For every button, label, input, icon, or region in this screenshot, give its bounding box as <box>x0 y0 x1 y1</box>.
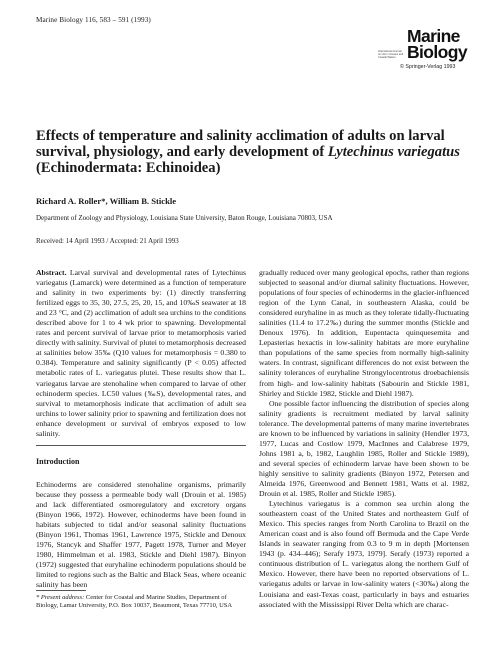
title-part-2: (Echinodermata: Echinoidea) <box>36 160 221 177</box>
copyright-notice: © Springer-Verlag 1993 <box>400 64 456 71</box>
right-paragraph-2: One possible factor influencing the distribution of species along salinity gradients is recruitment mediated by larval salinity tolerance. The developmental patterns of many marine invertebrates are known to be influenced by variations in salinity (Hendler 1973, 1977, Lucas and Costlow 1979, MacInnes and Calabrese 1979, Johns 1981 a, b, 1982, Laughlin 1985, Roller and Stickle 1989), and several species of echinoderm larvae have been shown to be highly sensitive to salinity gradients (Binyon 1972, Petersen and Almeida 1976, Greenwood and Bennett 1981, Watts et al. 1982, Drouin et al. 1985, Roller and Stickle 1985). <box>259 398 469 499</box>
introduction-heading: Introduction <box>36 457 80 466</box>
right-paragraph-3: Lytechinus variegatus is a common sea urchin along the southeastern coast of the United States and northeastern Gulf of Mexico. This species ranges from North Carolina to Brazil on the American coast and is also found off Bermuda and the Cape Verde Islands in seawater ranging from 0.3 to 9 m in depth [Mortensen 1943 (p. 434–446); Serafy 1973, 1979]. Serafy (1973) reported a continuous distribution of L. variegatus along the northern Gulf of Mexico. However, there have been no reported observations of L. variegatus adults or larvae in low-salinity waters (<30‰) along the Louisiana and east-Texas coast, particularly in bays and estuaries associated with the Mississippi River Delta which are charac- <box>259 499 469 609</box>
abstract-paragraph <box>36 268 246 439</box>
introduction-paragraph: Echinoderms are considered stenohaline organisms, primarily because they possess a permeable body wall (Drouin et al. 1985) and lack differentiated osmoregulatory and excretory organs (Binyon 1966, 1972). However, echinoderms have been found in habitats subjected to tidal and/or seasonal salinity fluctuations (Binyon 1961, Thomas 1961, Lawrence 1975, Stickle and Denoux 1976, Stancyk and Shaffer 1977, Pagett 1978, Turner and Meyer 1980, Himmelman et al. 1983, Stickle and Diehl 1987). Binyon (1972) suggested that euryhaline echinoderm populations should be limited to regions such as the Baltic and Black Seas, where oceanic salinity has been <box>36 480 246 590</box>
title-species: Lytechinus variegatus <box>327 144 460 161</box>
footnote <box>36 594 246 611</box>
introduction-block <box>36 480 246 591</box>
article-title <box>36 128 466 177</box>
received-dates: Received: 14 April 1993 / Accepted: 21 April 1993 <box>36 237 179 245</box>
masthead-line-2: Biology <box>407 42 467 63</box>
footnote-label: * Present address: <box>36 594 85 601</box>
title-part-1: Effects of temperature and salinity acclimation of adults on larval survival, physiology, and early development of <box>36 128 445 161</box>
masthead-line-1: Marine <box>407 26 460 46</box>
right-paragraph-1: gradually reduced over many geological epochs, rather than regions subjected to seasonal and/or diurnal salinity fluctuations. However, populations of four species of echinoderms in the glacier-influenced region of the Lynn Canal, in southeastern Alaska, could be considered euryhaline in as much as they tolerate tidally-fluctuating salinities (11.4 to 17.2‰) during the summer months (Stickle and Denoux 1976). In addition, Eupentacta quinquesemita and Lepasterias hexactis in low-salinity habitats are more euryhaline than populations of the same species from normally high-salinity waters. In contrast, significant differences do not exist between the salinity tolerances of euryhaline Strongylocentrotus droebachiensis from high- and low-salinity habitats (Sabourin and Stickle 1981, Shirley and Stickle 1982, Stickle and Diehl 1987). <box>259 268 469 398</box>
abstract-divider <box>36 445 246 446</box>
abstract-text: Larval survival and developmental rates of Lytechinus variegatus (Lamarck) were determined as a function of temperature and salinity in two experiments by: (1) directly transferring fertilized eggs to 35, 30, 27.5, 25, 20, 15, and 10‰S seawater at 18 and 23 °C, and (2) acclimation of adult sea urchins to the conditions described above for 1 to 4 wk prior to spawning. Developmental rates and percent survival of larvae prior to metamorphosis varied directly with salinity. Survival of plutei to metamorphosis decreased at salinities below 35‰ (Q10 values for metamorphosis = 0.380 to 0.384). Temperature and salinity significantly (P < 0.05) affected metabolic rates of L. variegatus plutei. These results show that L. variegatus larvae are stenohaline when compared to larvae of other echinoderm species. LC50 values (‰S), developmental rates, and survival to metamorphosis indicate that acclimation of adult sea urchins to lower salinity prior to spawning and fertilization does not enhance development or survival of embryos exposed to low salinity. <box>36 268 246 438</box>
journal-reference: Marine Biology 116, 583 – 591 (1993) <box>36 16 151 24</box>
journal-masthead <box>378 28 478 82</box>
abstract-label: Abstract. <box>36 268 67 277</box>
masthead-row <box>378 26 478 63</box>
right-column <box>259 268 469 610</box>
masthead-subtitle: International Journal on Life in Oceans and Coastal Waters <box>378 50 404 60</box>
abstract-block <box>36 268 246 439</box>
author-affiliation: Department of Zoology and Physiology, Louisiana State University, Baton Rouge, Louisiana 70803, USA <box>36 214 333 222</box>
article-authors: Richard A. Roller*, William B. Stickle <box>36 196 177 206</box>
footnote-text: Center for Coastal and Marine Studies, Department of Biology, Lamar University, P.O. Box 10037, Beaumont, Texas 77710, USA <box>36 594 233 610</box>
footnote-divider <box>36 590 86 591</box>
masthead-title <box>407 26 467 63</box>
